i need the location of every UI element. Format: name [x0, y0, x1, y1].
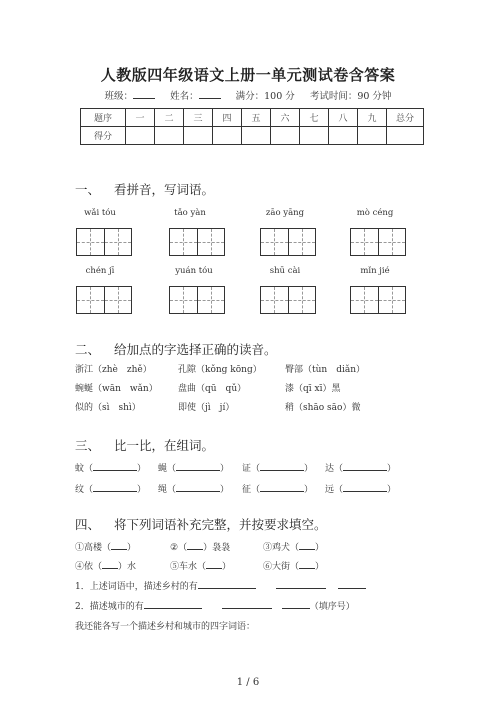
section-3-heading [75, 436, 214, 454]
reading-choice[interactable]: 似的（sì shì） [75, 403, 141, 413]
compare-item: 蝇（ ） [158, 461, 229, 474]
answer-blank[interactable] [222, 599, 272, 609]
section-number: 二、 [75, 342, 101, 357]
score-cell[interactable] [358, 127, 387, 145]
score-header-cell: 四 [213, 109, 242, 127]
exam-info [0, 88, 496, 102]
answer-blank[interactable] [343, 461, 387, 471]
section-text: 给加点的字选择正确的读音。 [114, 342, 277, 357]
pinyin-label: mò céng [356, 208, 394, 218]
score-header-cell: 九 [358, 109, 387, 127]
fill-item: ⑥大街（ ） [263, 559, 324, 572]
score-header-cell: 五 [242, 109, 271, 127]
name-blank [199, 89, 221, 99]
reading-choice[interactable]: 即使（jì jí） [178, 403, 235, 413]
answer-blank[interactable] [187, 540, 203, 550]
score-cell[interactable] [242, 127, 271, 145]
score-cell[interactable] [126, 127, 155, 145]
section-text: 将下列词语补充完整，并按要求填空。 [114, 517, 327, 532]
answer-blank[interactable] [93, 482, 137, 492]
writing-grid[interactable] [350, 228, 406, 256]
page-title: 人教版四年级语文上册一单元测试卷含答案 [100, 66, 396, 84]
fill-item: ③鸡犬（ ） [263, 540, 324, 553]
reading-choice[interactable]: 漆（qī xī）黑 [285, 384, 341, 394]
score-header-cell: 八 [329, 109, 358, 127]
score-header-cell: 七 [300, 109, 329, 127]
page-number: 1 / 6 [236, 677, 260, 688]
question-2: 2．描述城市的有 （填序号） [75, 599, 355, 612]
score-cell[interactable] [387, 127, 424, 145]
score-cell[interactable] [213, 127, 242, 145]
section-4-heading [75, 515, 327, 533]
pinyin-label: tǎo yàn [174, 208, 206, 218]
score-row-label: 得分 [81, 127, 126, 145]
section-number: 四、 [75, 517, 101, 532]
pinyin-label: wǎi tóu [84, 208, 116, 218]
pinyin-label: zāo yāng [265, 208, 305, 218]
answer-blank[interactable] [144, 599, 202, 609]
section-text: 比一比，在组词。 [114, 438, 215, 453]
fill-item: ①高楼（ ） [75, 540, 136, 553]
writing-grid[interactable] [260, 228, 316, 256]
section-1-heading [75, 180, 214, 198]
answer-blank[interactable] [276, 579, 326, 589]
score-header-cell: 题序 [81, 109, 126, 127]
pinyin-label: chén jī [85, 266, 115, 276]
answer-blank[interactable] [338, 579, 366, 589]
score-header-cell: 总分 [387, 109, 424, 127]
full-score: 满分：100 分 [235, 91, 295, 102]
question-3: 我还能各写一个描述乡村和城市的四字词语： [75, 622, 256, 632]
exam-time: 考试时间：90 分钟 [309, 91, 392, 102]
compare-item: 蚊（ ） [75, 461, 146, 474]
score-cell[interactable] [184, 127, 213, 145]
reading-choice[interactable]: 稍（shāo sāo）微 [285, 403, 361, 413]
answer-blank[interactable] [260, 461, 304, 471]
score-header-cell: 六 [271, 109, 300, 127]
answer-blank[interactable] [102, 559, 118, 569]
compare-item: 达（ ） [325, 461, 396, 474]
section-number: 三、 [75, 438, 101, 453]
answer-blank[interactable] [111, 540, 127, 550]
compare-item: 征（ ） [242, 482, 313, 495]
question-1: 1．上述词语中，描述乡村的有 [75, 579, 366, 592]
answer-blank[interactable] [198, 579, 256, 589]
score-cell[interactable] [271, 127, 300, 145]
pinyin-label: mǐn jié [360, 266, 390, 276]
compare-item: 纹（ ） [75, 482, 146, 495]
score-header-cell: 二 [155, 109, 184, 127]
score-cell[interactable] [300, 127, 329, 145]
score-cell[interactable] [155, 127, 184, 145]
section-number: 一、 [75, 182, 101, 197]
reading-choice[interactable]: 孔隙（kǒng kōng） [178, 365, 262, 375]
answer-blank[interactable] [176, 461, 220, 471]
reading-choice[interactable]: 臀部（tùn diǎn） [285, 365, 366, 375]
class-blank [133, 89, 155, 99]
score-table [80, 108, 424, 145]
answer-blank[interactable] [343, 482, 387, 492]
section-text: 看拼音，写词语。 [114, 182, 215, 197]
compare-item: 证（ ） [242, 461, 313, 474]
answer-blank[interactable] [176, 482, 220, 492]
writing-grid[interactable] [260, 286, 316, 314]
fill-item: ④依（ ）水 [75, 559, 136, 572]
fill-item: ②（ ）袅袅 [170, 540, 230, 553]
writing-grid[interactable] [169, 228, 225, 256]
answer-blank[interactable] [299, 559, 315, 569]
fill-item: ⑤车水（ ） [170, 559, 231, 572]
writing-grid[interactable] [350, 286, 406, 314]
answer-blank[interactable] [93, 461, 137, 471]
reading-choice[interactable]: 浙江（zhè zhě） [75, 365, 152, 375]
name-label: 姓名： [170, 91, 199, 102]
score-header-cell: 三 [184, 109, 213, 127]
section-2-heading [75, 340, 277, 358]
answer-blank[interactable] [260, 482, 304, 492]
score-value-row [81, 127, 424, 145]
answer-blank[interactable] [206, 559, 222, 569]
writing-grid[interactable] [169, 286, 225, 314]
compare-item: 远（ ） [325, 482, 396, 495]
score-header-row [81, 109, 424, 127]
answer-blank[interactable] [299, 540, 315, 550]
answer-blank[interactable] [282, 599, 310, 609]
score-header-cell: 一 [126, 109, 155, 127]
class-label: 班级： [104, 91, 134, 102]
writing-grid[interactable] [76, 286, 132, 314]
reading-choice[interactable]: 蜿蜒（wān wǎn） [75, 384, 158, 394]
reading-choice[interactable]: 盘曲（qū qǔ） [178, 384, 247, 394]
compare-item: 绳（ ） [158, 482, 229, 495]
writing-grid[interactable] [76, 228, 132, 256]
pinyin-label: yuán tóu [175, 266, 213, 276]
score-cell[interactable] [329, 127, 358, 145]
pinyin-label: shū cài [269, 266, 301, 276]
